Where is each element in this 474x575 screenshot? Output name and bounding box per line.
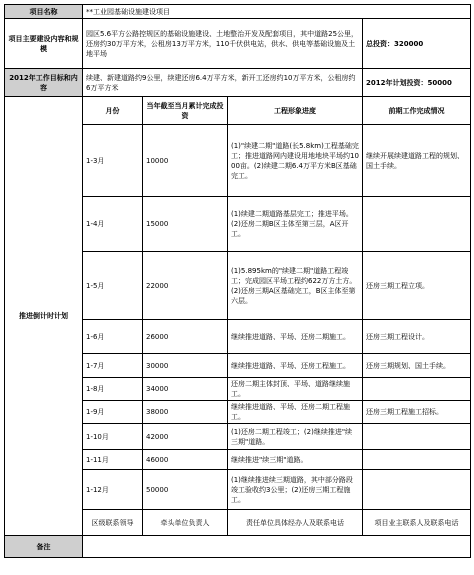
row-progress: (1)还房二期工程竣工；(2)继续推进"续三期"道路。: [228, 424, 363, 450]
project-plan-table: [4, 4, 471, 558]
row-month: 1-6月: [83, 320, 143, 354]
row-prework: [363, 378, 471, 401]
row-investment: 10000: [143, 125, 228, 197]
row-investment: 46000: [143, 450, 228, 470]
contact-unit: 牵头单位负责人: [143, 510, 228, 536]
content-text: 园区5.6平方公路控规区的基础设施建设、土地整治开发及配套项目，其中道路25公里，还房约30万平方米，公租房13万平方米，110千伏供电站，供水、供电等基础设施及土地平场: [83, 19, 363, 69]
content-label: 项目主要建设内容和规模: [5, 19, 83, 69]
row-prework: 还房三期规划、国土手续。: [363, 354, 471, 378]
goal-label: 2012年工作目标和内容: [5, 69, 83, 97]
remarks-label: 备注: [5, 536, 83, 558]
remarks-text: [83, 536, 471, 558]
row-investment: 30000: [143, 354, 228, 378]
row-month: 1-8月: [83, 378, 143, 401]
contact-owner: 项目业主联系人及联系电话: [363, 510, 471, 536]
header-prework: 前期工作完成情况: [363, 97, 471, 125]
project-name-label: 项目名称: [5, 5, 83, 19]
row-month: 1-7月: [83, 354, 143, 378]
row-investment: 22000: [143, 252, 228, 320]
row-investment: 38000: [143, 401, 228, 424]
row-progress: 还房二期主体封顶、平场、道路继续施工。: [228, 378, 363, 401]
plan-investment: 2012年计划投资：50000: [363, 69, 471, 97]
row-progress: 继续推进道路、平场、还房二期工程施工。: [228, 401, 363, 424]
row-prework: [363, 470, 471, 510]
header-progress: 工程形象进度: [228, 97, 363, 125]
row-investment: 34000: [143, 378, 228, 401]
row-investment: 50000: [143, 470, 228, 510]
row-month: 1-5月: [83, 252, 143, 320]
goal-text: 续建、新建道路约9公里，续建还房6.4万平方米，新开工还房约10万平方米，公租房约6万平方米: [83, 69, 363, 97]
project-name-value: **工业园基础设施建设项目: [83, 5, 471, 19]
row-month: 1-4月: [83, 197, 143, 252]
row-prework: 还房三期工程立项。: [363, 252, 471, 320]
row-progress: (1)5.895km的"续建二期"道路工程竣工；完成园区平场工程约622万方土方。(2)还房三期A区基础完工，B区主体至第六层。: [228, 252, 363, 320]
row-prework: 还房三期工程施工招标。: [363, 401, 471, 424]
row-progress: 继续推进道路、平场、还房工程施工。: [228, 354, 363, 378]
row-progress: 继续推进道路、平场、还房二期施工。: [228, 320, 363, 354]
row-progress: 继续推进"续三期"道路。: [228, 450, 363, 470]
row-progress: (1)继续推进续三期道路，其中部分路段竣工验收约3公里；(2)还房三期工程施工。: [228, 470, 363, 510]
total-investment: 总投资：320000: [363, 19, 471, 69]
row-month: 1-11月: [83, 450, 143, 470]
contact-responsible: 责任单位具体经办人及联系电话: [228, 510, 363, 536]
row-investment: 15000: [143, 197, 228, 252]
row-prework: 还房三期工程设计。: [363, 320, 471, 354]
contact-leader: 区级联系领导: [83, 510, 143, 536]
row-month: 1-10月: [83, 424, 143, 450]
row-month: 1-3月: [83, 125, 143, 197]
row-progress: (1)续建二期道路基层完工；推进平场。(2)还房二期B区主体至第三层，A区开工。: [228, 197, 363, 252]
row-month: 1-9月: [83, 401, 143, 424]
row-prework: 继续开展续建道路工程的规划、国土手续。: [363, 125, 471, 197]
plan-label: 推进倒计时计划: [5, 97, 83, 536]
header-month: 月份: [83, 97, 143, 125]
row-investment: 42000: [143, 424, 228, 450]
row-progress: (1)"续建二期"道路(长5.8km)工程基础完工；推进道路网内建设用地地块平场约1000亩。(2)续建二期6.4万平方米B区基础完工。: [228, 125, 363, 197]
row-month: 1-12月: [83, 470, 143, 510]
header-cumulative: 当年截至当月累计完成投资: [143, 97, 228, 125]
row-investment: 26000: [143, 320, 228, 354]
row-prework: [363, 197, 471, 252]
row-prework: [363, 450, 471, 470]
row-prework: [363, 424, 471, 450]
